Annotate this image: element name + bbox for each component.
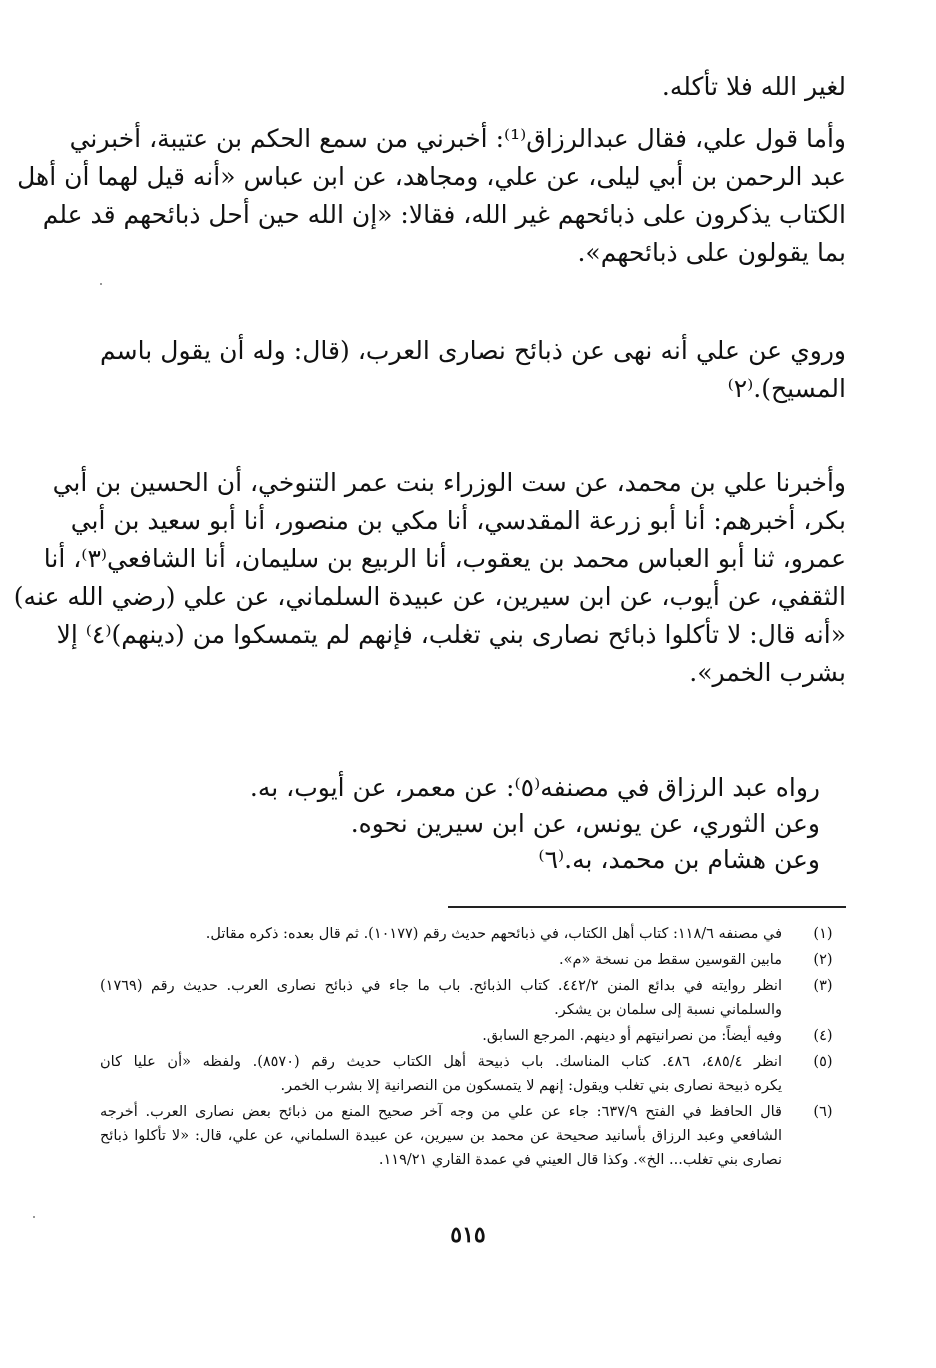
text-line: الثقفي، عن أيوب، عن ابن سيرين، عن عبيدة السلماني، عن علي (رضي الله عنه) xyxy=(13,582,846,611)
text-line: وأخبرنا علي بن محمد، عن ست الوزراء بنت عمر التنوخي، أن الحسين بن أبي xyxy=(52,468,846,497)
paragraph-3 xyxy=(100,332,846,408)
text-line: بما يقولون على ذبائحهم». xyxy=(577,238,846,267)
footnote-line: قال الحافظ في الفتح ٦٣٧/٩: جاء عن علي من وجه آخر صحيح المنع من ذبائح بعض نصارى العرب. أخرجه xyxy=(100,1104,782,1120)
paragraph-1 xyxy=(100,68,846,106)
paragraph-2 xyxy=(17,120,846,272)
footnote-line: انظر روايته في بدائع المنن ٤٤٢/٢. كتاب الذبائح. باب ما جاء في ذبائح نصارى العرب. حديث رقم (١٧٦٩) xyxy=(100,978,782,994)
footnote xyxy=(100,922,848,946)
footnote xyxy=(100,1100,848,1172)
footnote xyxy=(100,974,848,1022)
footnote xyxy=(100,1024,848,1048)
text-line: وعن الثوري، عن يونس، عن ابن سيرين نحوه. xyxy=(350,809,820,838)
text-line: وعن هشام بن محمد، به.⁽٦⁾ xyxy=(538,845,820,874)
page-number: ٥١٥ xyxy=(450,1222,486,1248)
scan-speck xyxy=(33,1216,35,1218)
footnote-line: نصارى بني تغلب... الخ». وكذا قال العيني في عمدة القاري ١١٩/٢١. xyxy=(378,1152,782,1168)
footnote-number: (١) xyxy=(813,926,833,942)
text-line: بشرب الخمر». xyxy=(689,658,846,687)
footnote-number: (٥) xyxy=(813,1054,833,1070)
text-line: عبد الرحمن بن أبي ليلى، عن علي، ومجاهد، عن ابن عباس «أنه قيل لهما أن أهل xyxy=(17,162,846,191)
footnotes xyxy=(100,922,848,1172)
text-line: المسيح).⁽٢⁾ xyxy=(727,374,846,403)
text-line: وأما قول علي، فقال عبدالرزاق⁽¹⁾: أخبرني من سمع الحكم بن عتيبة، أخبرني xyxy=(69,124,846,153)
text-line: لغير الله فلا تأكله. xyxy=(661,72,846,101)
text-line: الكتاب يذكرون على ذبائحهم غير الله، فقالا: «إن الله حين أحل ذبائحهم قد علم xyxy=(42,200,846,229)
footnote-line: في مصنفه ١١٨/٦: كتاب أهل الكتاب، في ذبائحهم حديث رقم (١٠١٧٧). ثم قال بعده: ذكره مقاتل. xyxy=(205,926,782,942)
footnote-number: (٣) xyxy=(813,978,833,994)
text-line: «أنه قال: لا تأكلوا ذبائح نصارى بني تغلب، فإنهم لم يتمسكوا من (دينهم)⁽٤⁾ إلا xyxy=(56,620,846,649)
text-line: رواه عبد الرزاق في مصنفه⁽٥⁾: عن معمر، عن أيوب، به. xyxy=(249,773,820,802)
text-line: وروي عن علي أنه نهى عن ذبائح نصارى العرب، (قال: وله أن يقول باسم xyxy=(100,336,846,365)
footnote-line: والسلماني نسبة إلى سلمان بن يشكر. xyxy=(554,1002,782,1018)
text-line: بكر، أخبرهم: أنا أبو زرعة المقدسي، أنا مكي بن منصور، أنا أبو سعيد بن أبي xyxy=(70,506,846,535)
footnote-line: انظر ٤٨٥/٤، ٤٨٦. كتاب المناسك. باب ذبيحة أهل الكتاب حديث رقم (٨٥٧٠). ولفظه «أن عليا كان xyxy=(100,1054,782,1070)
footnote xyxy=(100,948,848,972)
paragraph-4 xyxy=(13,464,846,692)
footnote-line: مابين القوسين سقط من نسخة «م». xyxy=(558,952,782,968)
footnote-separator xyxy=(448,906,846,908)
footnote-line: يكره ذبيحة نصارى بني تغلب ويقول: إنهم لا يتمسكون من النصرانية إلا بشرب الخمر. xyxy=(280,1078,782,1094)
text-line: عمرو، ثنا أبو العباس محمد بن يعقوب، أنا الربيع بن سليمان، أنا الشافعي⁽٣⁾، أنا xyxy=(43,544,846,573)
scan-speck xyxy=(100,283,102,285)
footnote-line: الشافعي وعبد الرزاق بأسانيد صحيحة عن محمد بن سيرين، عن عبيدة السلماني، عن علي، قال: «لا تأكلوا ذبائح xyxy=(100,1128,782,1144)
footnote-number: (٢) xyxy=(813,952,833,968)
paragraph-5-citations xyxy=(230,770,820,878)
footnote-line: وفيه أيضاً: من نصرانيتهم أو دينهم. المرجع السابق. xyxy=(482,1028,782,1044)
footnote-number: (٤) xyxy=(813,1028,833,1044)
footnote-number: (٦) xyxy=(813,1104,833,1120)
footnote xyxy=(100,1050,848,1098)
